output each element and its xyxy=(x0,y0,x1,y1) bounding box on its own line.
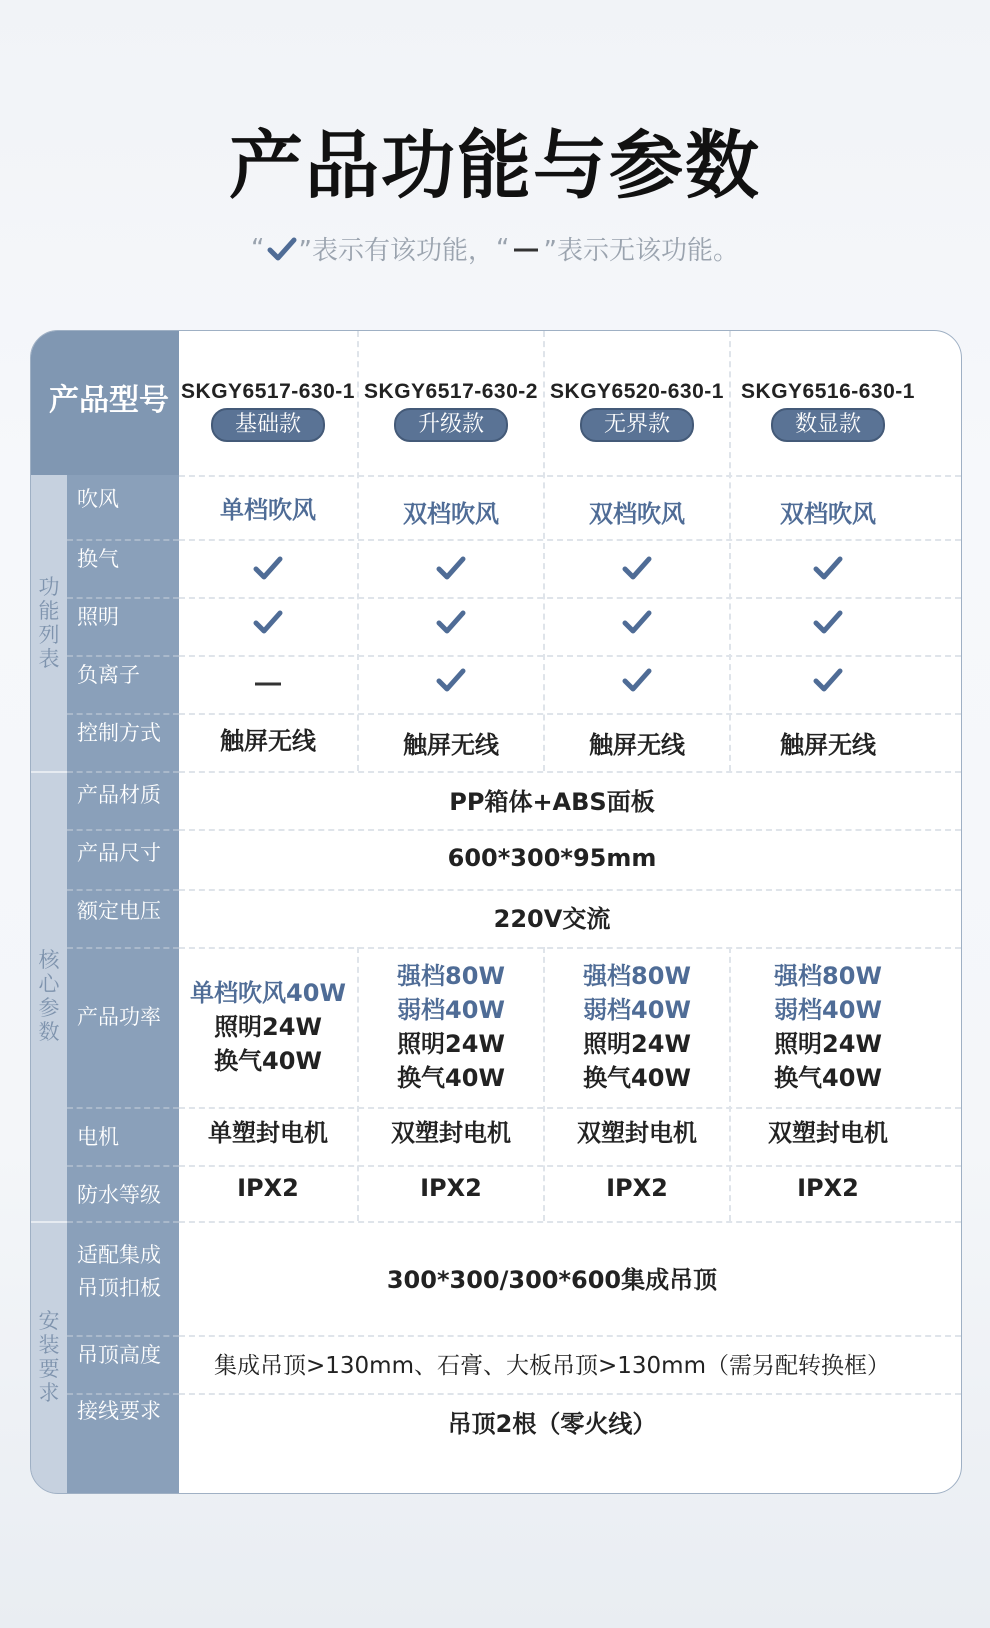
row-label-size: 产品尺寸 xyxy=(77,841,161,865)
table-cell: IPX2 xyxy=(797,1174,859,1202)
table-cell: IPX2 xyxy=(606,1174,668,1202)
model-col-3 xyxy=(545,361,729,461)
row-label-light: 照明 xyxy=(77,605,119,629)
row-label-blow: 吹风 xyxy=(77,487,119,511)
header-label: 产品型号 xyxy=(49,383,169,418)
model-col-4 xyxy=(731,361,925,461)
size-value: 600*300*95mm xyxy=(447,844,657,872)
row-label-wiring: 接线要求 xyxy=(77,1399,161,1423)
check-icon xyxy=(731,539,925,597)
legend-text-none: ”表示无该功能。 xyxy=(543,236,739,266)
table-cell: 双塑封电机 xyxy=(577,1118,697,1147)
check-icon xyxy=(359,651,543,709)
table-cell: 双塑封电机 xyxy=(391,1118,511,1147)
material-value: PP箱体+ABS面板 xyxy=(449,787,655,816)
model-code: SKGY6517-630-1 xyxy=(181,380,355,403)
model-code: SKGY6517-630-2 xyxy=(364,380,538,403)
row-label-anion: 负离子 xyxy=(77,663,140,687)
row-label-height: 吊顶高度 xyxy=(77,1343,161,1367)
check-icon xyxy=(359,593,543,651)
table-cell: IPX2 xyxy=(237,1174,299,1202)
check-icon xyxy=(731,651,925,709)
check-icon xyxy=(267,234,297,264)
table-cell: 双档吹风 xyxy=(780,499,876,528)
tier-badge: 无界款 xyxy=(580,408,694,442)
table-cell: 触屏无线 xyxy=(589,730,685,759)
row-label-ceiling: 适配集成 吊顶扣板 xyxy=(77,1243,161,1300)
row-label-power: 产品功率 xyxy=(77,1005,161,1029)
table-cell: IPX2 xyxy=(420,1174,482,1202)
dash-icon xyxy=(511,234,541,264)
group-label-functions: 功 能 列 表 xyxy=(38,575,60,671)
ceiling-value: 300*300/300*600集成吊顶 xyxy=(386,1265,718,1294)
tier-badge: 升级款 xyxy=(394,408,508,442)
voltage-value: 220V交流 xyxy=(493,904,611,933)
row-label-voltage: 额定电压 xyxy=(77,899,161,923)
check-icon xyxy=(179,593,357,651)
height-value: 集成吊顶>130mm、石膏、大板吊顶>130mm（需另配转换框） xyxy=(214,1352,890,1379)
legend-quote-open-2: “ xyxy=(496,233,510,264)
check-icon xyxy=(545,651,729,709)
table-cell: 触屏无线 xyxy=(780,730,876,759)
power-cell: 强档80W 弱档40W 照明24W 换气40W xyxy=(774,962,882,1092)
spec-table xyxy=(30,330,962,1494)
check-icon xyxy=(545,539,729,597)
dash-icon xyxy=(179,655,357,713)
power-cell: 强档80W 弱档40W 照明24W 换气40W xyxy=(397,962,505,1092)
row-label-vent: 换气 xyxy=(77,547,119,571)
check-icon xyxy=(731,593,925,651)
model-code: SKGY6516-630-1 xyxy=(741,380,915,403)
check-icon xyxy=(359,539,543,597)
row-label-waterproof: 防水等级 xyxy=(77,1183,161,1207)
table-cell: 双塑封电机 xyxy=(768,1118,888,1147)
table-cell: 触屏无线 xyxy=(403,730,499,759)
table-cell: 单塑封电机 xyxy=(208,1118,328,1147)
model-col-2 xyxy=(359,361,543,461)
model-col-1 xyxy=(179,361,357,461)
table-sidebar xyxy=(31,331,179,1493)
power-cell: 单档吹风40W 照明24W 换气40W xyxy=(190,979,346,1075)
tier-badge: 基础款 xyxy=(211,408,325,442)
legend-text-has: ”表示有该功能， xyxy=(298,236,494,266)
row-label-material: 产品材质 xyxy=(77,783,161,807)
table-cell: 单档吹风 xyxy=(220,495,316,524)
row-label-control: 控制方式 xyxy=(77,721,161,745)
model-code: SKGY6520-630-1 xyxy=(550,380,724,403)
check-icon xyxy=(179,539,357,597)
legend xyxy=(0,230,990,267)
wiring-value: 吊顶2根（零火线） xyxy=(447,1409,657,1438)
group-label-core: 核 心 参 数 xyxy=(38,948,60,1044)
tier-badge: 数显款 xyxy=(771,408,885,442)
table-cell: 双档吹风 xyxy=(589,499,685,528)
row-label-motor: 电机 xyxy=(77,1125,119,1149)
group-label-install: 安 装 要 求 xyxy=(38,1309,60,1405)
legend-quote-open: “ xyxy=(251,233,265,264)
power-cell: 强档80W 弱档40W 照明24W 换气40W xyxy=(583,962,691,1092)
table-cell: 触屏无线 xyxy=(220,726,316,755)
check-icon xyxy=(545,593,729,651)
table-cell: 双档吹风 xyxy=(403,499,499,528)
page-title: 产品功能与参数 xyxy=(229,123,761,209)
